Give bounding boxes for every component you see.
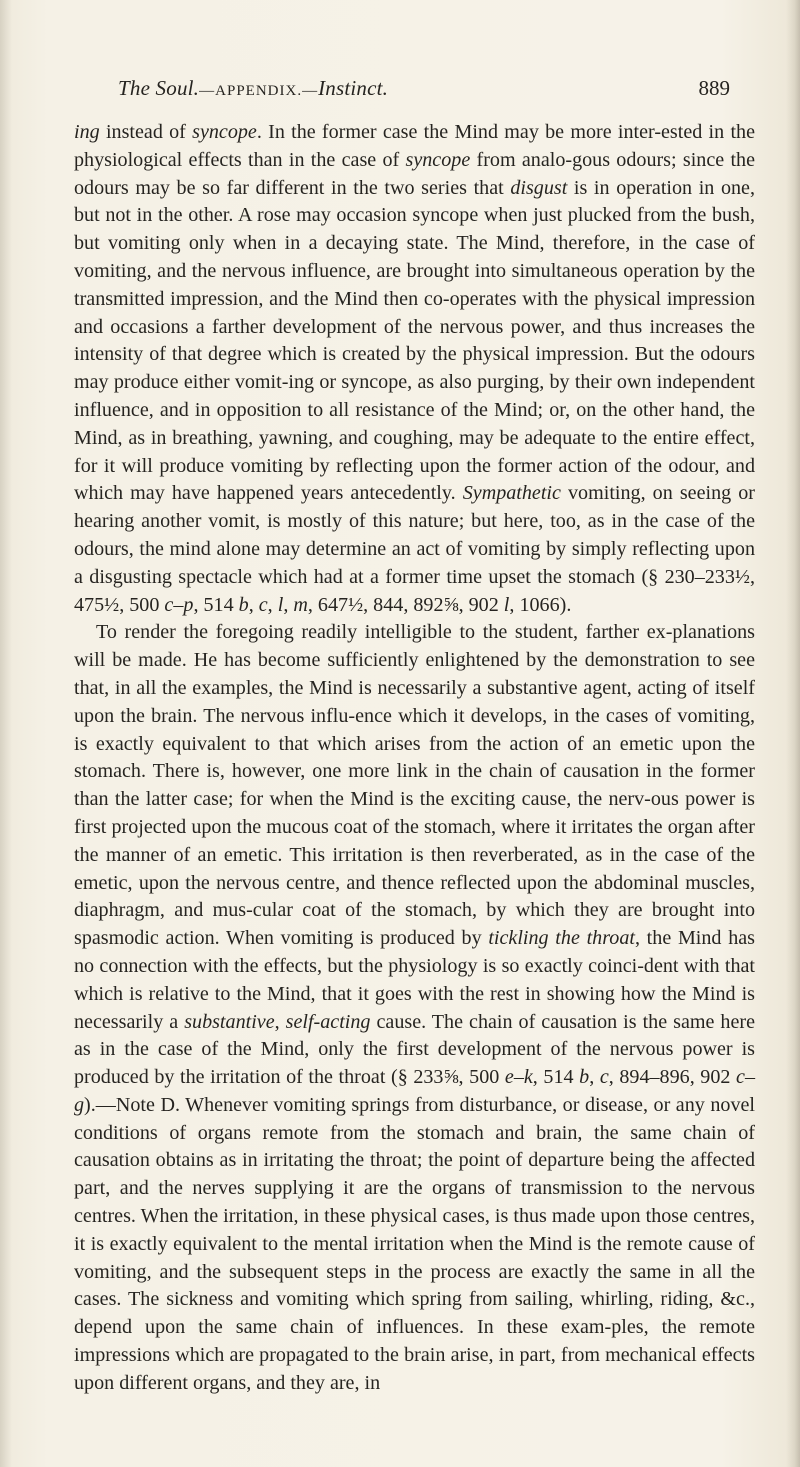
italic-run: tickling the throat [488, 927, 635, 950]
text-run: , 514 [193, 593, 239, 616]
page-left-shadow [0, 0, 12, 1467]
text-run: ).—Note D. Whenever vomiting springs from disturbance, or disease, or any novel conditions of organs remote from the stomach and brain, the same chain of causation obtains as in irritating the throat; the point of departure being the affected part, and the nerves supplying it are the organs of transmission to the nervous centres. When the irritation, in these physical cases, is thus made upon those centres, it is exactly equivalent to the mental irritation when the Mind is the remote cause of vomiting, and the subsequent steps in the process are exactly the same in all the cases. The sickness and vomiting which spring from sailing, whirling, riding, &c., depend upon the same chain of influences. In these exam-ples, the remote impressions which are propagated to the brain arise, in part, from mechanical effects upon different organs, and they are, in [74, 1093, 755, 1394]
text-run: , [248, 593, 259, 616]
running-head [118, 76, 388, 101]
text-run: . In the former case the Mind may be more inter-ested in the physiological effects than in the case of [74, 121, 755, 171]
text-run: , 647½, 844, 892⅝, 902 [307, 593, 504, 616]
section-label: —APPENDIX.— [199, 83, 319, 99]
text-run: vomiting, on seeing or hearing another vomit, is mostly of this nature; but here, too, as in the case of the odours, the mind alone may determine an act of vomiting by simply reflecting upon a disgusting spectacle which had at a former time upset the stomach (§ 230–233½, 475½, 500 [74, 482, 755, 616]
text-run: is in operation in one, but not in the other. A rose may occasion syncope when just plucked from the bush, but vomiting only when in a decaying state. The Mind, therefore, in the case of vomiting, and the nervous influence, are brought into simultaneous operation by the transmitted impression, and the Mind then co-operates with the physical impression and occasions a farther development of the nervous power, and thus increases the intensity of that degree which is created by the physical impression. But the odours may produce either vomit-ing or syncope, as also purging, by their own independent influence, and in opposition to all resistance of the Mind; or, on the other hand, the Mind, as in breathing, yawning, and coughing, may be adequate to the entire effect, for it will produce vomiting by reflecting upon the former action of the odour, and which may have happened years antecedently. [74, 176, 755, 505]
text-run: , [267, 593, 278, 616]
italic-run: self-acting [285, 1010, 371, 1033]
text-run: , the Mind has no connection with the effects, but the physiology is so exactly coinci-dent with that which is relative to the Mind, that it goes with the rest in showing how the Mind is necessarily a [74, 927, 755, 1033]
text-run: To render the foregoing readily intelligible to the student, farther ex-planations will be made. He has become sufficiently enlightened by the demonstration to see that, in all the examples, the Mind is necessarily a substantive agent, acting of itself upon the brain. The nervous influ-ence which it develops, in the cases of vomiting, is exactly equivalent to that which arises from the action of an emetic upon the stomach. There is, however, one more link in the chain of causation in the former than the latter case; for when the Mind is the exciting cause, the nerv-ous power is first projected upon the mucous coat of the stomach, where it irritates the organ after the manner of an emetic. This irritation is then reverberated, as in the case of the emetic, upon the nervous centre, and thence reflected upon the abdominal muscles, diaphragm, and mus-cular coat of the stomach, by which they are brought into spasmodic action. When vomiting is produced by [74, 621, 755, 950]
italic-run: l [503, 593, 510, 616]
text-run: , 1066). [509, 593, 572, 616]
italic-run: b [579, 1066, 590, 1089]
italic-run: substantive [184, 1010, 275, 1033]
italic-run: Sympathetic [462, 482, 561, 505]
text-run: , [283, 593, 294, 616]
text-run: , 514 [532, 1066, 580, 1089]
text-run: , 894–896, 902 [608, 1066, 737, 1089]
paragraph [74, 119, 755, 619]
italic-run: b [238, 593, 249, 616]
body-text [74, 119, 755, 1398]
page-number: 889 [698, 76, 730, 100]
paragraph [74, 619, 755, 1397]
text-run: instead of [99, 121, 193, 143]
italic-run: c [599, 1066, 609, 1089]
italic-run: l [277, 593, 284, 616]
italic-run: e–k [504, 1066, 533, 1089]
italic-run: ing [74, 121, 100, 143]
text-run: , [274, 1010, 286, 1033]
italic-run: m [293, 593, 308, 616]
subsection-label: Instinct. [318, 76, 389, 100]
book-title: The Soul. [118, 76, 200, 100]
text-run: from analo-gous odours; since the odours may be so far different in the two series that [74, 148, 755, 199]
text-run: cause. The chain of causation is the same here as in the case of the Mind, only the first development of the nervous power is produced by the irritation of the throat (§ 233⅝, 500 [74, 1010, 755, 1089]
italic-run: syncope [405, 148, 471, 171]
italic-run: c–g [74, 1066, 756, 1116]
italic-run: c–p [164, 593, 194, 616]
italic-run: disgust [510, 176, 568, 199]
running-header [118, 76, 730, 106]
text-run: , [589, 1066, 600, 1089]
italic-run: c [258, 593, 268, 616]
page-right-shadow [786, 0, 800, 1467]
italic-run: syncope [192, 121, 257, 143]
